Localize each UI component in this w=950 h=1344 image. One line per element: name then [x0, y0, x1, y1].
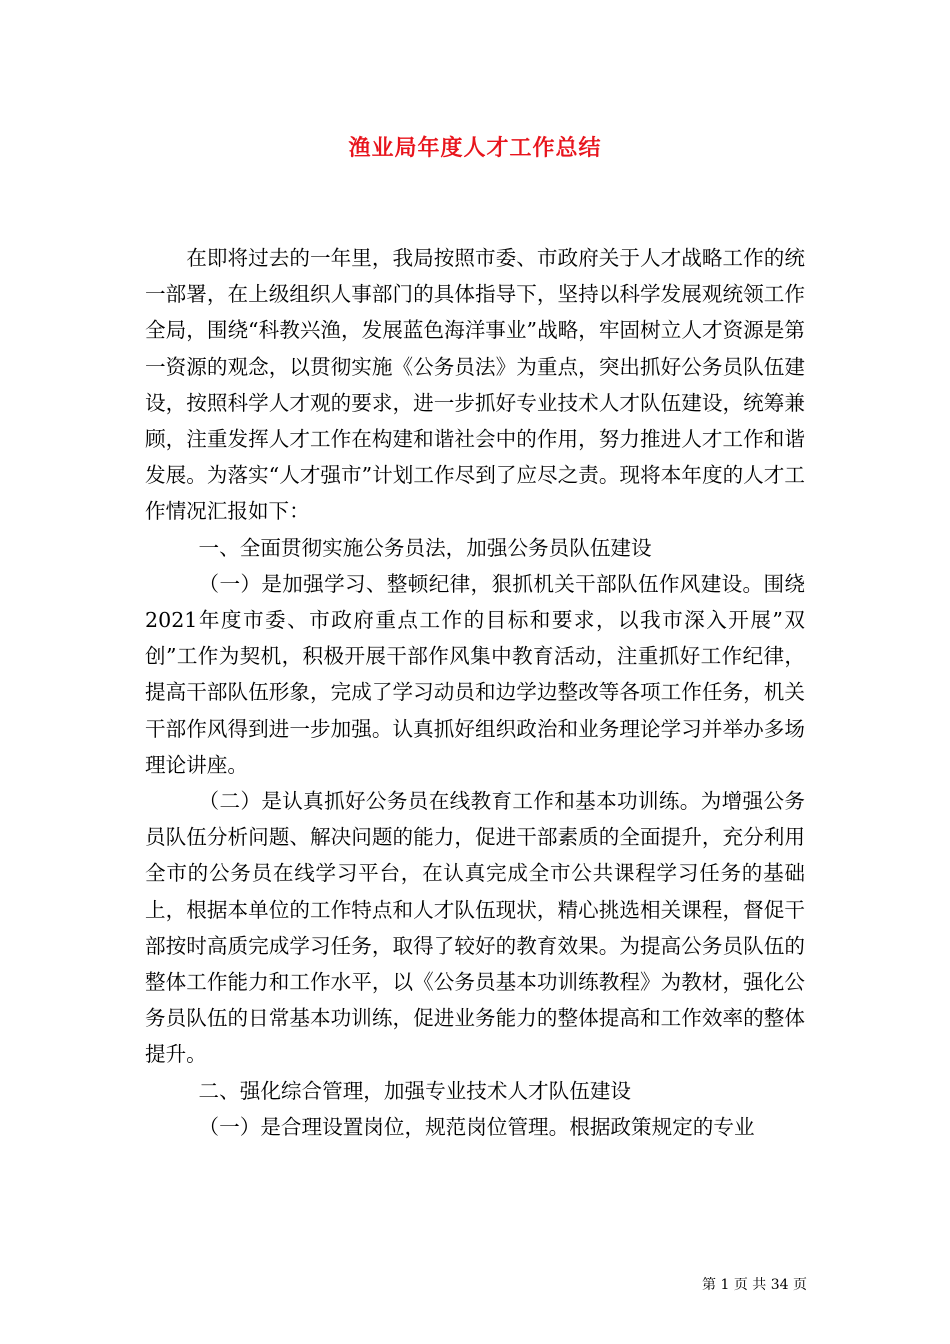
section-heading-1: 一、全面贯彻实施公务员法，加强公务员队伍建设	[198, 535, 652, 560]
page-number: 第 1 页 共 34 页	[702, 1277, 807, 1293]
document-body	[145, 240, 805, 1145]
subsection-paragraph-2-1: （一）是合理设置岗位，规范岗位管理。根据政策规定的专业	[198, 1114, 755, 1139]
section-heading-2: 二、强化综合管理，加强专业技术人才队伍建设	[198, 1078, 632, 1103]
subsection-paragraph-1-1: （一）是加强学习、整顿纪律，狠抓机关干部队伍作风建设。围绕2021年度市委、市政府重点工作的目标和要求，以我市深入开展”双创”工作为契机，积极开展干部作风集中教育活动，注重抓好工作纪律，提高干部队伍形象，完成了学习动员和边学边整改等各项工作任务，机关干部作风得到进一步加强。认真抓好组织政治和业务理论学习并举办多场理论讲座。	[145, 571, 805, 777]
subsection-paragraph-1-2: （二）是认真抓好公务员在线教育工作和基本功训练。为增强公务员队伍分析问题、解决问题的能力，促进干部素质的全面提升，充分利用全市的公务员在线学习平台，在认真完成全市公共课程学习任务的基础上，根据本单位的工作特点和人才队伍现状，精心挑选相关课程，督促干部按时高质完成学习任务，取得了较好的教育效果。为提高公务员队伍的整体工作能力和工作水平，以《公务员基本功训练教程》为教材，强化公务员队伍的日常基本功训练，促进业务能力的整体提高和工作效率的整体提升。	[145, 789, 805, 1067]
intro-paragraph: 在即将过去的一年里，我局按照市委、市政府关于人才战略工作的统一部署，在上级组织人事部门的具体指导下，坚持以科学发展观统领工作全局，围绕“科教兴渔，发展蓝色海洋事业”战略，牢固树立人才资源是第一资源的观念，以贯彻实施《公务员法》为重点，突出抓好公务员队伍建设，按照科学人才观的要求，进一步抓好专业技术人才队伍建设，统筹兼顾，注重发挥人才工作在构建和谐社会中的作用，努力推进人才工作和谐发展。为落实“人才强市”计划工作尽到了应尽之责。现将本年度的人才工作情况汇报如下：	[145, 246, 805, 524]
document-title: 渔业局年度人才工作总结	[348, 136, 602, 161]
